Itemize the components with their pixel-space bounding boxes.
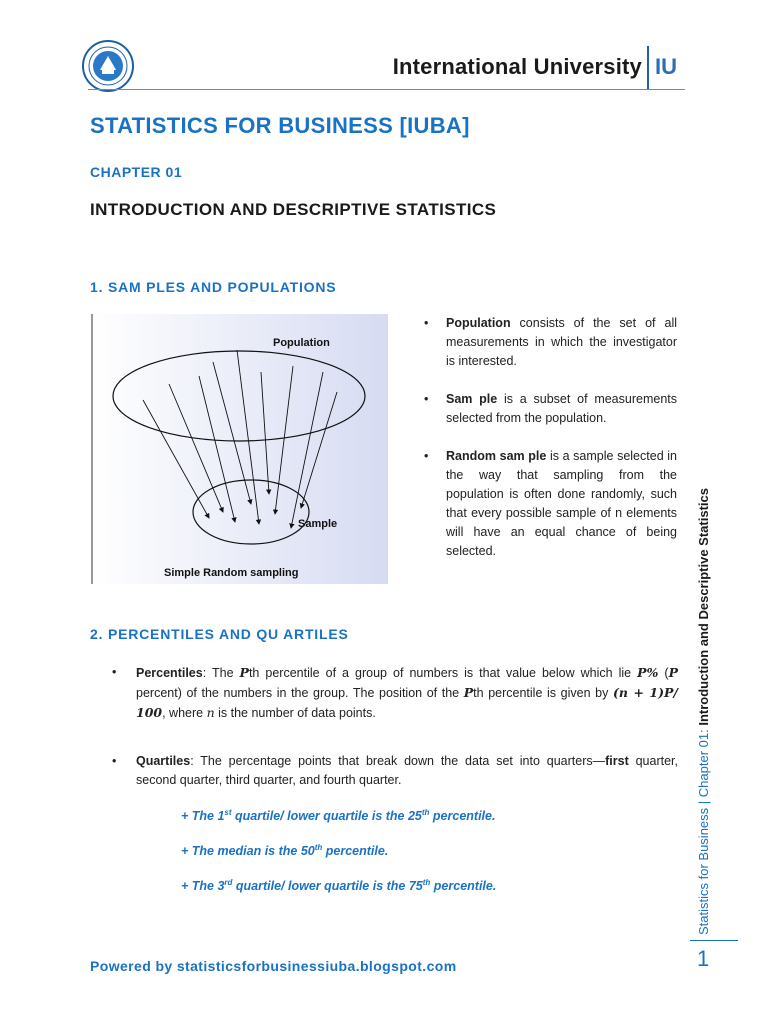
quartile-note-3: + The 3rd quartile/ lower quartile is the 75th percentile. xyxy=(181,878,497,894)
position-formula: (n + 1)P/ 100 xyxy=(136,685,678,720)
figure-caption: Simple Random sampling xyxy=(164,567,299,579)
section-heading-percentiles: 2. PERCENTILES AND QU ARTILES xyxy=(90,626,349,642)
side-rule xyxy=(690,940,738,941)
university-abbr: IU xyxy=(655,54,677,79)
definitions-list xyxy=(422,314,677,580)
percentiles-item: • Percentiles: The Pth percentile of a group of numbers is that value below which lie P% (P percent) of the numbers in the group. The position of the Pth percentile is given by (n + 1)P/ 100, where n is the number of data points. xyxy=(112,665,678,720)
quartile-note-2: + The median is the 50th percentile. xyxy=(181,843,389,859)
footer-link[interactable]: Powered by statisticsforbusinessiuba.blogspot.com xyxy=(90,958,457,974)
sample-label: Sample xyxy=(298,518,338,530)
bullet-icon: • xyxy=(424,316,429,330)
population-label: Population xyxy=(273,337,330,349)
university-name: International University xyxy=(392,54,642,79)
section-heading-samples: 1. SAM PLES AND POPULATIONS xyxy=(90,279,337,295)
list-item: • Population consists of the set of all measurements in which the investigator is interested. xyxy=(424,316,677,368)
sampling-diagram xyxy=(91,314,388,584)
university-logo xyxy=(82,40,134,92)
chapter-title: INTRODUCTION AND DESCRIPTIVE STATISTICS xyxy=(90,200,497,219)
header-rule xyxy=(88,89,685,90)
document-title: STATISTICS FOR BUSINESS [IUBA] xyxy=(90,113,470,138)
quartiles-item: • Quartiles: The percentage points that break down the data set into quarters—first quarter, second quarter, third quarter, and fourth quarter. xyxy=(112,754,678,787)
chapter-label: CHAPTER 01 xyxy=(90,164,183,180)
header-divider xyxy=(647,46,649,90)
list-item: • Sam ple is a subset of measurements selected from the population. xyxy=(424,392,677,425)
side-running-title: Statistics for Business | Chapter 01: Introduction and Descriptive Statistics xyxy=(696,488,711,935)
bullet-icon: • xyxy=(424,449,429,463)
page-number: 1 xyxy=(697,946,710,971)
bullet-icon: • xyxy=(112,665,117,679)
quartile-note-1: + The 1st quartile/ lower quartile is the 25th percentile. xyxy=(181,808,496,824)
bullet-icon: • xyxy=(112,754,117,768)
list-item: • Random sam ple is a sample selected in the way that sampling from the population is often done randomly, such that every possible sample of n elements will have an equal chance of being selected. xyxy=(424,449,677,558)
bullet-icon: • xyxy=(424,392,429,406)
